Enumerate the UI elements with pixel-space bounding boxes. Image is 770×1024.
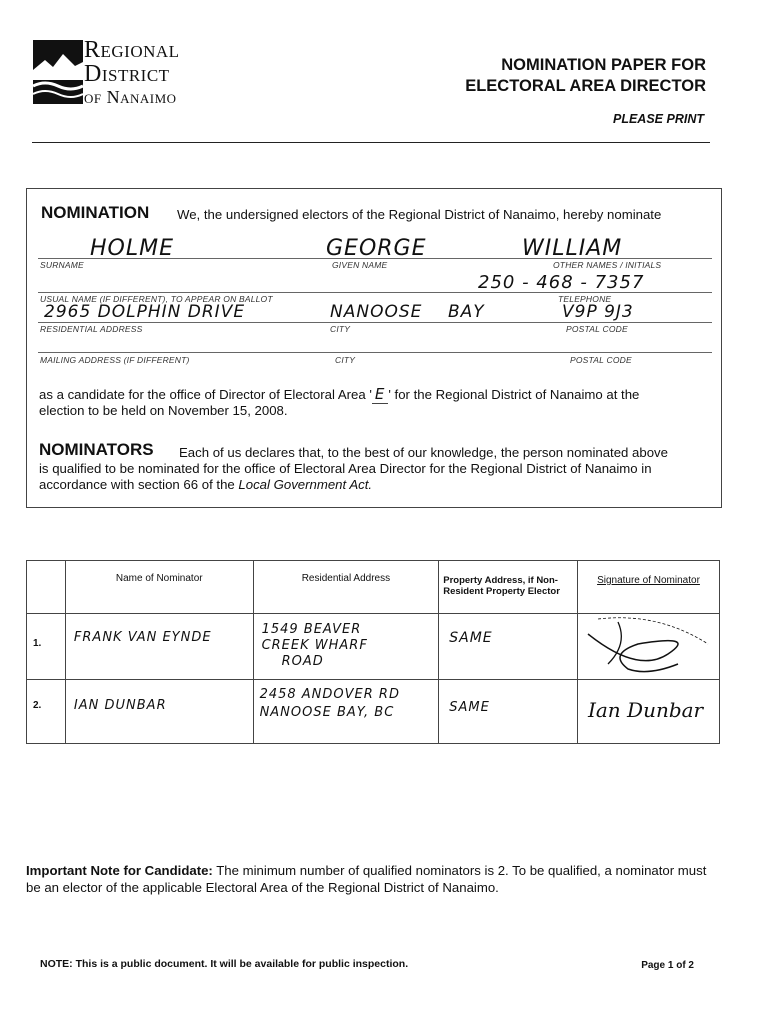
logo-line-1: Regional (84, 37, 180, 63)
label-surname: SURNAME (40, 260, 84, 270)
address-line: 2458 ANDOVER RD (259, 687, 400, 702)
label-residential-address: RESIDENTIAL ADDRESS (40, 324, 143, 334)
nominators-text-3 (39, 477, 372, 493)
important-note (26, 862, 716, 896)
table-header-name: Name of Nominator (65, 561, 253, 614)
line-surname (38, 258, 712, 259)
logo-line-2: District (84, 61, 170, 87)
signature-cell (577, 680, 719, 744)
property-address-text: SAME (449, 630, 493, 646)
important-note-text: The minimum number of qualified nominators is 2. To be qualified, a nominator must be an elector of the applicable Electoral Area of the Regional District of Nanaimo. (26, 863, 707, 895)
candidate-text-pre: as a candidate for the office of Director of Electoral Area ' (39, 387, 372, 402)
signature-1-icon (578, 614, 718, 676)
header-rule (32, 142, 710, 143)
address-line: ROAD (281, 654, 324, 669)
address-line: 1549 BEAVER (261, 622, 362, 637)
nominators-text-1: Each of us declares that, to the best of our knowledge, the person nominated above (179, 445, 668, 460)
table-row (27, 680, 720, 744)
residential-address-value: 2965 DOLPHIN DRIVE (44, 302, 246, 322)
label-postal-code-mailing: POSTAL CODE (570, 355, 632, 365)
other-names-value: WILLIAM (522, 236, 623, 261)
label-usual-name: USUAL NAME (IF DIFFERENT), TO APPEAR ON BALLOT (40, 294, 273, 304)
candidate-statement (39, 386, 709, 419)
act-name: Local Government Act. (238, 477, 373, 492)
nominator-name-text: IAN DUNBAR (73, 698, 167, 713)
logo-wordmark (84, 38, 180, 106)
table-header-address: Residential Address (253, 561, 439, 614)
line-residential (38, 322, 712, 323)
surname-value: HOLME (90, 236, 174, 261)
label-given-name: GIVEN NAME (332, 260, 388, 270)
label-other-names: OTHER NAMES / INITIALS (553, 260, 662, 270)
signature-cell (577, 614, 719, 680)
row-number: 1. (27, 614, 66, 680)
form-title-line-2: ELECTORAL AREA DIRECTOR (465, 77, 706, 95)
nominator-name (65, 680, 253, 744)
label-telephone: TELEPHONE (558, 294, 612, 304)
label-city-mailing: CITY (335, 355, 356, 365)
nominator-table (26, 560, 720, 744)
city-value-2: BAY (448, 302, 485, 322)
table-header-num (27, 561, 66, 614)
given-name-value: GEORGE (326, 236, 427, 261)
nominator-address (253, 614, 439, 680)
logo-line-3: of Nanaimo (84, 87, 177, 107)
nominator-name (65, 614, 253, 680)
property-address-text: SAME (449, 700, 490, 715)
city-value: NANOOSE (330, 302, 423, 322)
rdn-logo-icon (33, 40, 83, 104)
table-header-property: Property Address, if Non-Resident Property Elector (439, 561, 578, 614)
address-line: NANOOSE BAY, BC (259, 705, 395, 720)
table-header-row (27, 561, 720, 614)
nominator-address (253, 680, 439, 744)
form-title-line-1: NOMINATION PAPER FOR (501, 56, 706, 74)
property-address (439, 614, 578, 680)
address-line: CREEK WHARF (261, 638, 368, 653)
signature-2: Ian Dunbar (587, 698, 704, 722)
line-usual-name (38, 292, 712, 293)
postal-code-value: V9P 9J3 (562, 302, 634, 322)
page-number: Page 1 of 2 (641, 960, 694, 971)
nomination-intro: We, the undersigned electors of the Regional District of Nanaimo, hereby nominate (177, 207, 662, 222)
please-print: PLEASE PRINT (613, 112, 704, 126)
line-mailing (38, 352, 712, 353)
important-note-label: Important Note for Candidate: (26, 863, 213, 878)
nominators-text-3-pre: accordance with section 66 of the (39, 477, 239, 492)
label-mailing-address: MAILING ADDRESS (IF DIFFERENT) (40, 355, 190, 365)
public-document-note: NOTE: This is a public document. It will be available for public inspection. (40, 958, 409, 970)
telephone-value: 250 - 468 - 7357 (478, 272, 645, 293)
row-number: 2. (27, 680, 66, 744)
nominator-name-text: FRANK VAN EYNDE (73, 630, 212, 645)
candidate-text-line-2: election to be held on November 15, 2008. (39, 403, 288, 418)
form-title (465, 55, 706, 97)
label-city: CITY (330, 324, 351, 334)
table-row (27, 614, 720, 680)
electoral-area-value: E (372, 385, 388, 404)
table-header-signature: Signature of Nominator (577, 561, 719, 614)
label-postal-code: POSTAL CODE (566, 324, 628, 334)
candidate-text-post: ' for the Regional District of Nanaimo at the (388, 387, 640, 402)
property-address (439, 680, 578, 744)
nominators-heading: NOMINATORS (39, 440, 154, 459)
nomination-heading: NOMINATION (41, 203, 150, 222)
nominators-text-2: is qualified to be nominated for the office of Electoral Area Director for the Regional District of Nanaimo in (39, 461, 652, 476)
